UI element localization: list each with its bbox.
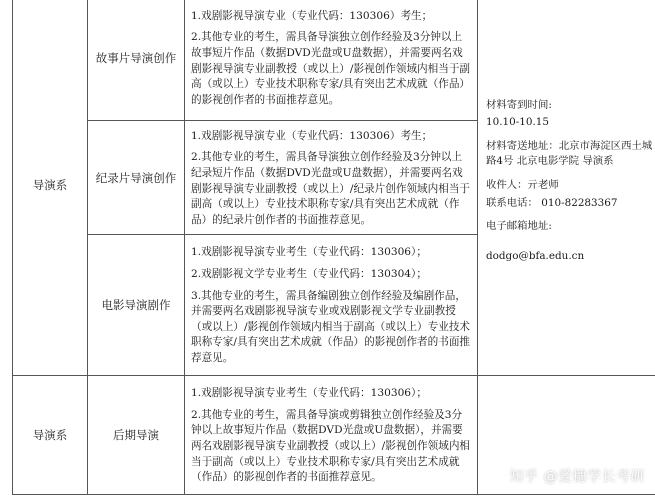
requirement-text: 1.戏剧影视导演专业考生（专业代码：130306）； (191, 387, 427, 400)
email-label: 电子邮箱地址: (486, 220, 552, 233)
admission-requirements-table (12, 0, 655, 495)
major-cell: 后期导演 (88, 376, 185, 495)
table-row (13, 0, 655, 121)
requirement-text: 1.戏剧影视导演专业（专业代码：130306）考生； (191, 129, 433, 142)
requirements-cell (185, 376, 478, 495)
phone: 联系电话： 010-82283367 (486, 196, 618, 209)
dept-cell: 导演系 (13, 376, 88, 495)
requirement-text: 2.其他专业的考生，需具备导演独立创作经验及3分钟以上故事短片作品（数据DVD光盘或U盘数据），并需要两名戏剧影视导演专业副教授（或以上）/影视创作领域内相当于副高（或以上）专业技术职称专家/具有突出艺术成就（作品）的影视创作者的书面推荐意见。 (191, 31, 471, 106)
contact-cell (478, 0, 655, 376)
requirement-text: 1.戏剧影视导演专业考生（专业代码：130306）； (191, 246, 427, 259)
requirement-text: 3.其他专业的考生，需具备编剧独立创作经验及编剧作品，并需要两名戏剧影视导演专业或戏剧影视文学专业副教授（或以上）/影视创作领域内相当于副高（或以上）专业技术职称专家/具有突出艺术成就（作品）的影视创作者的书面推荐意见。 (191, 289, 471, 364)
major-cell: 电影导演剧作 (88, 235, 185, 376)
requirement-text: 2.其他专业的考生，需具备导演或剪辑独立创作经验及3分钟以上故事短片作品（数据DVD光盘或U盘数据），并需要两名戏剧影视导演专业副教授（或以上）/影视创作领域内相当于副高（或以上）专业技术职称专家/具有突出艺术成就（作品）的影视创作者的书面推荐意见。 (191, 408, 471, 484)
requirement-text: 1.戏剧影视导演专业（专业代码：130306）考生； (191, 9, 433, 22)
major-cell: 故事片导演创作 (88, 0, 185, 121)
send-time: 10.10-10.15 (486, 116, 550, 129)
send-address: 材料寄送地址：北京市海淀区西土城路4号 北京电影学院 导演系 (486, 139, 653, 168)
send-time-label: 材料寄到时间: (486, 98, 552, 111)
dept-cell: 导演系 (13, 0, 88, 376)
recipient: 收件人：亓老师 (486, 179, 559, 191)
major-cell: 纪录片导演创作 (88, 121, 185, 235)
watermark: 知乎 @爱穗学长考研 (509, 469, 645, 485)
requirements-cell (185, 121, 478, 235)
requirements-cell (185, 0, 478, 121)
requirements-cell (185, 235, 478, 376)
requirement-text: 2.戏剧影视文学专业考生（专业代码：130304）； (191, 268, 427, 281)
requirement-text: 2.其他专业的考生，需具备导演独立创作经验及3分钟以上纪录短片作品（数据DVD光盘或U盘数据），并需要两名戏剧影视导演专业副教授（或以上）/纪录片创作领域内相当于副高（或以上）专业技术职称专家/具有突出艺术成就（作品）的纪录片创作者的书面推荐意见。 (191, 151, 471, 226)
email: dodgo@bfa.edu.cn (486, 249, 585, 262)
